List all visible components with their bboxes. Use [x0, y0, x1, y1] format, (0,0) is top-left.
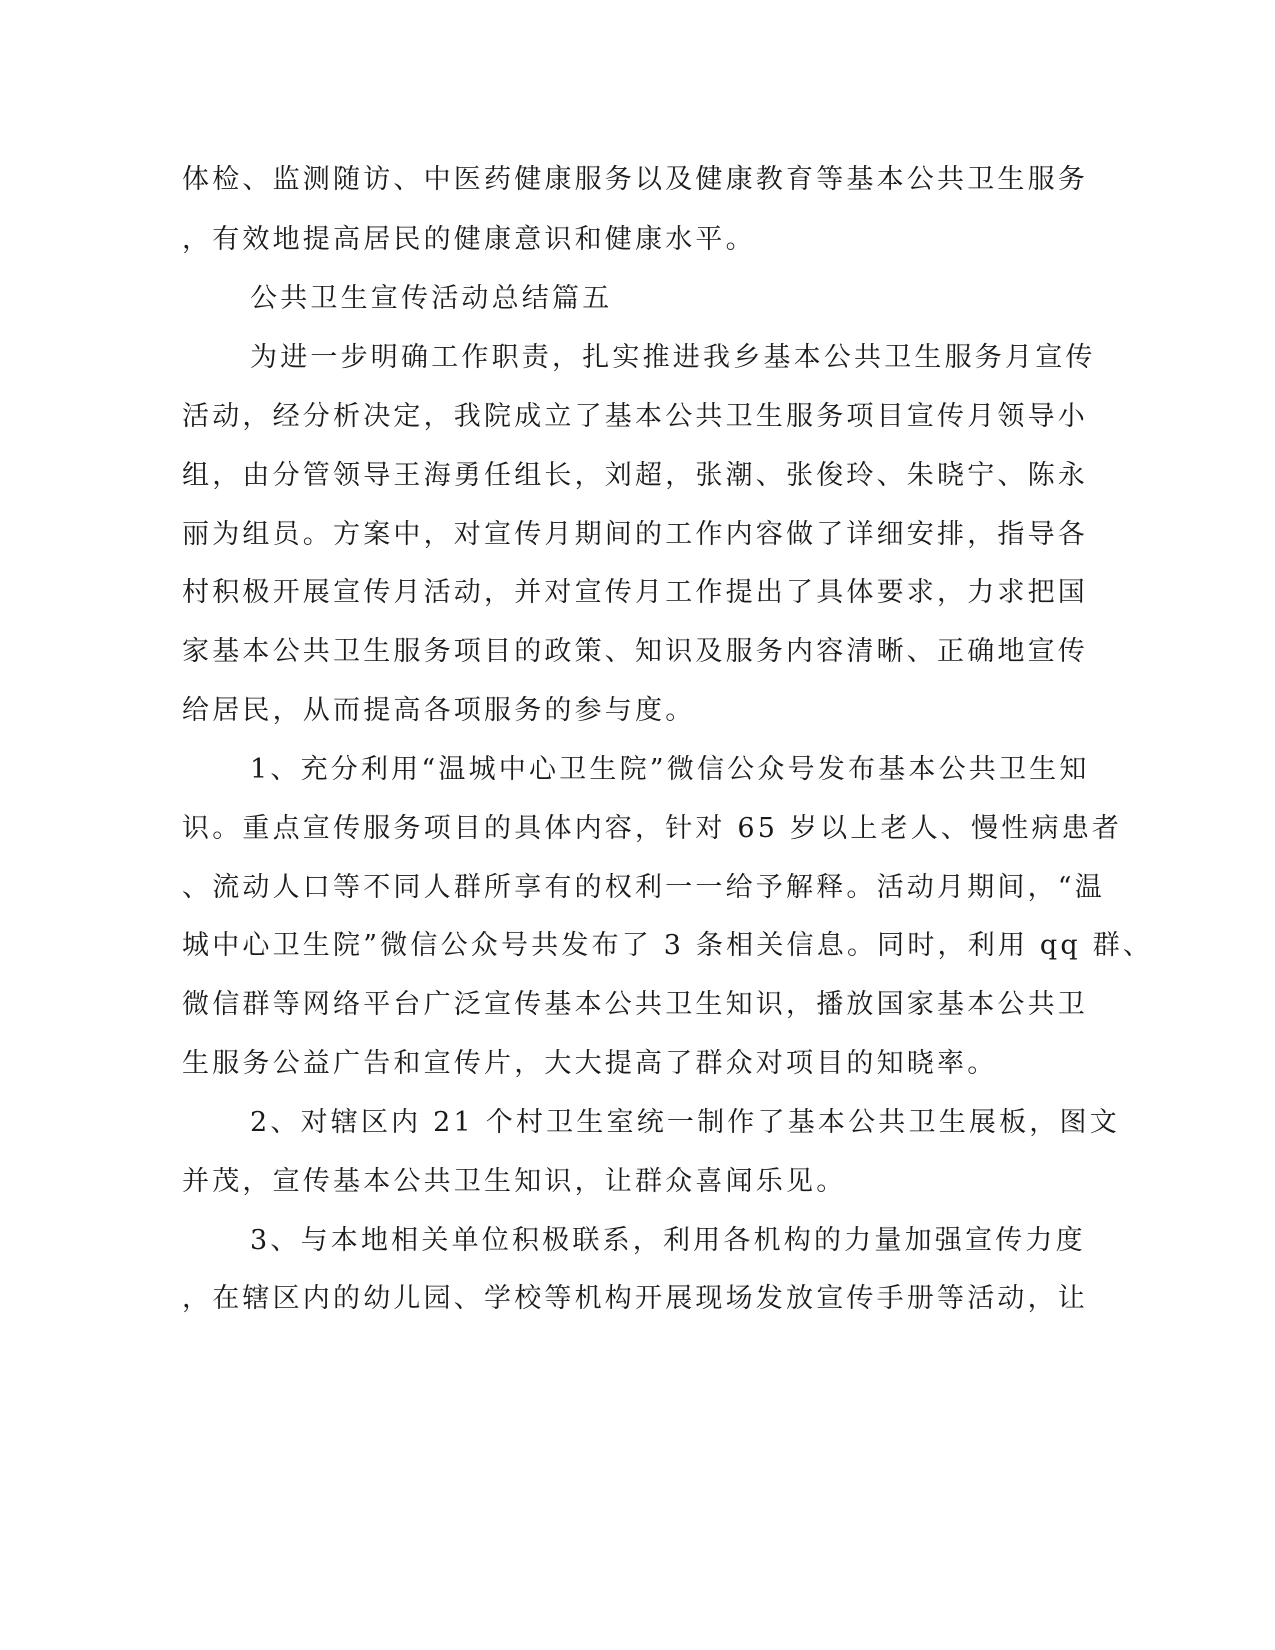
text-line: 给居民，从而提高各项服务的参与度。 — [182, 695, 696, 726]
text-line: 生服务公益广告和宣传片，大大提高了群众对项目的知晓率。 — [182, 1048, 998, 1079]
text-line: ，在辖区内的幼儿园、学校等机构开展现场发放宣传手册等活动，让 — [182, 1283, 1088, 1314]
text-line: 为进一步明确工作职责，扎实推进我乡基本公共卫生服务月宣传 — [250, 342, 1096, 373]
text-line: 2、对辖区内 21 个村卫生室统一制作了基本公共卫生展板，图文 — [250, 1107, 1120, 1138]
text-line: 、流动人口等不同人群所享有的权利一一给予解释。活动月期间，“温 — [182, 872, 1106, 903]
text-line: 活动，经分析决定，我院成立了基本公共卫生服务项目宣传月领导小 — [182, 401, 1088, 432]
text-line: ，有效地提高居民的健康意识和健康水平。 — [182, 224, 756, 255]
text-line: 微信群等网络平台广泛宣传基本公共卫生知识，播放国家基本公共卫 — [182, 989, 1088, 1020]
text-line: 城中心卫生院”微信公众号共发布了 3 条相关信息。同时，利用 qq 群、 — [182, 930, 1154, 961]
text-line: 1、充分利用“温城中心卫生院”微信公众号发布基本公共卫生知 — [250, 754, 1090, 785]
text-line: 体检、监测随访、中医药健康服务以及健康教育等基本公共卫生服务 — [182, 164, 1088, 195]
text-line: 家基本公共卫生服务项目的政策、知识及服务内容清晰、正确地宣传 — [182, 636, 1088, 667]
text-line: 丽为组员。方案中，对宣传月期间的工作内容做了详细安排，指导各 — [182, 519, 1088, 550]
text-line: 识。重点宣传服务项目的具体内容，针对 65 岁以上老人、慢性病患者 — [182, 813, 1123, 844]
text-line: 3、与本地相关单位积极联系，利用各机构的力量加强宣传力度 — [250, 1225, 1086, 1256]
text-line: 村积极开展宣传月活动，并对宣传月工作提出了具体要求，力求把国 — [182, 577, 1088, 608]
text-line: 并茂，宣传基本公共卫生知识，让群众喜闻乐见。 — [182, 1166, 847, 1197]
section-heading: 公共卫生宣传活动总结篇五 — [250, 283, 613, 314]
text-line: 组，由分管领导王海勇任组长，刘超，张潮、张俊玲、朱晓宁、陈永 — [182, 460, 1088, 491]
